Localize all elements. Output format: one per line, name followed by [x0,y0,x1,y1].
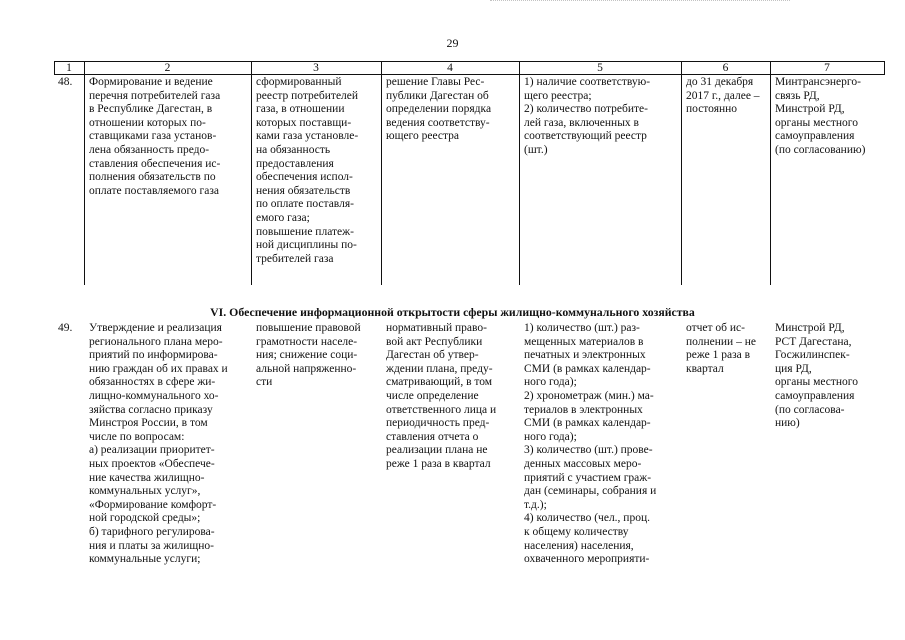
row49-document: нормативный право- вой акт Республики Дагестан об утвер- ждении плана, преду- сматривающий, в том числе определение ответственного лица и периодичность пред- ставления отчета о реализации плана не реже 1 раза в квартал [386,322,497,470]
row49-result: повышение правовой грамотности населе- ния; снижение соци- альной напряженно- сти [256,322,361,389]
column-number-2: 2 [164,62,171,74]
column-number-3: 3 [313,62,319,74]
row48-sep-2 [84,75,85,285]
row48-measure: Формирование и ведение перечня потребителей газа в Республике Дагестан, в отношении которых по- ставщиками газа установ- лена обязанность предо- ставления обеспечения ис- полнения обязательств по оплате поставляемого газа [89,76,221,197]
row48-responsible: Минтрансэнерго- связь РД, Минстрой РД, органы местного самоуправления (по согласованию) [775,76,866,156]
row49-measure: Утверждение и реализация регионального плана меро- приятий по информирова- нию граждан об их правах и обязанностях в сфере жи- лищно-коммунального хо- зяйства согласно приказу Минстроя России, в том числе по вопросам: а) реализации приоритет- ных проектов «Обеспече- ние качества жилищно- коммунальных услуг», «Формирование комфорт- ной городской среды»; б) тарифного регулирова- ния и платы за жилищно- коммунальные услуги; [89,322,228,566]
row49-responsible: Минстрой РД, РСТ Дагестана, Госжилинспек- ция РД, органы местного самоуправления (по согласова- нию) [775,322,858,430]
row-number: 48. [58,76,73,88]
row48-indicator: 1) наличие соответствую- щего реестра; 2) количество потребите- лей газа, включенных в соответствующий реестр (шт.) [524,76,651,156]
column-number-7: 7 [824,62,830,74]
column-number-5: 5 [597,62,603,74]
page-number: 29 [446,36,459,50]
column-number-4: 4 [447,62,453,74]
column-number-1: 1 [66,62,72,74]
section-heading: VI. Обеспечение информационной открытости сферы жилищно-коммунального хозяйства [210,305,695,319]
row48-sep-5 [519,75,520,285]
row49-indicator: 1) количество (шт.) раз- мещенных материалов в печатных и электронных СМИ (в рамках календар- ного года); 2) хронометраж (мин.) ма- териалов в электронных СМИ (в рамках календар- ного года); 3) количество (шт.) прове- денных массовых меро- приятий с участием граж- дан (семинары, собрания и т.д.); 4) количество (чел., проц. к общему количеству населения) населения, охваченного мероприяти- [524,322,657,566]
col-sep-8 [884,61,885,75]
row48-sep-4 [381,75,382,285]
scan-artifact [490,0,790,5]
row-number: 49. [58,322,73,334]
row48-sep-3 [251,75,252,285]
header-bottom-border [54,74,884,75]
row48-result: сформированный реестр потребителей газа, в отношении которых поставщи- ками газа установле- на обязанность предоставления обеспечения испол- нения обязательств по оплате поставля- емого газа; повышение платеж- ной дисциплины по- требителей газа [256,76,359,265]
row48-document: решение Главы Рес- публики Дагестан об определении порядка ведения соответству- ющего реестра [386,76,492,143]
row48-sep-6 [681,75,682,285]
row49-deadline: отчет об ис- полнении – не реже 1 раза в квартал [686,322,756,375]
row48-sep-7 [770,75,771,285]
row48-deadline: до 31 декабря 2017 г., далее – постоянно [686,76,760,116]
column-number-6: 6 [722,62,729,74]
